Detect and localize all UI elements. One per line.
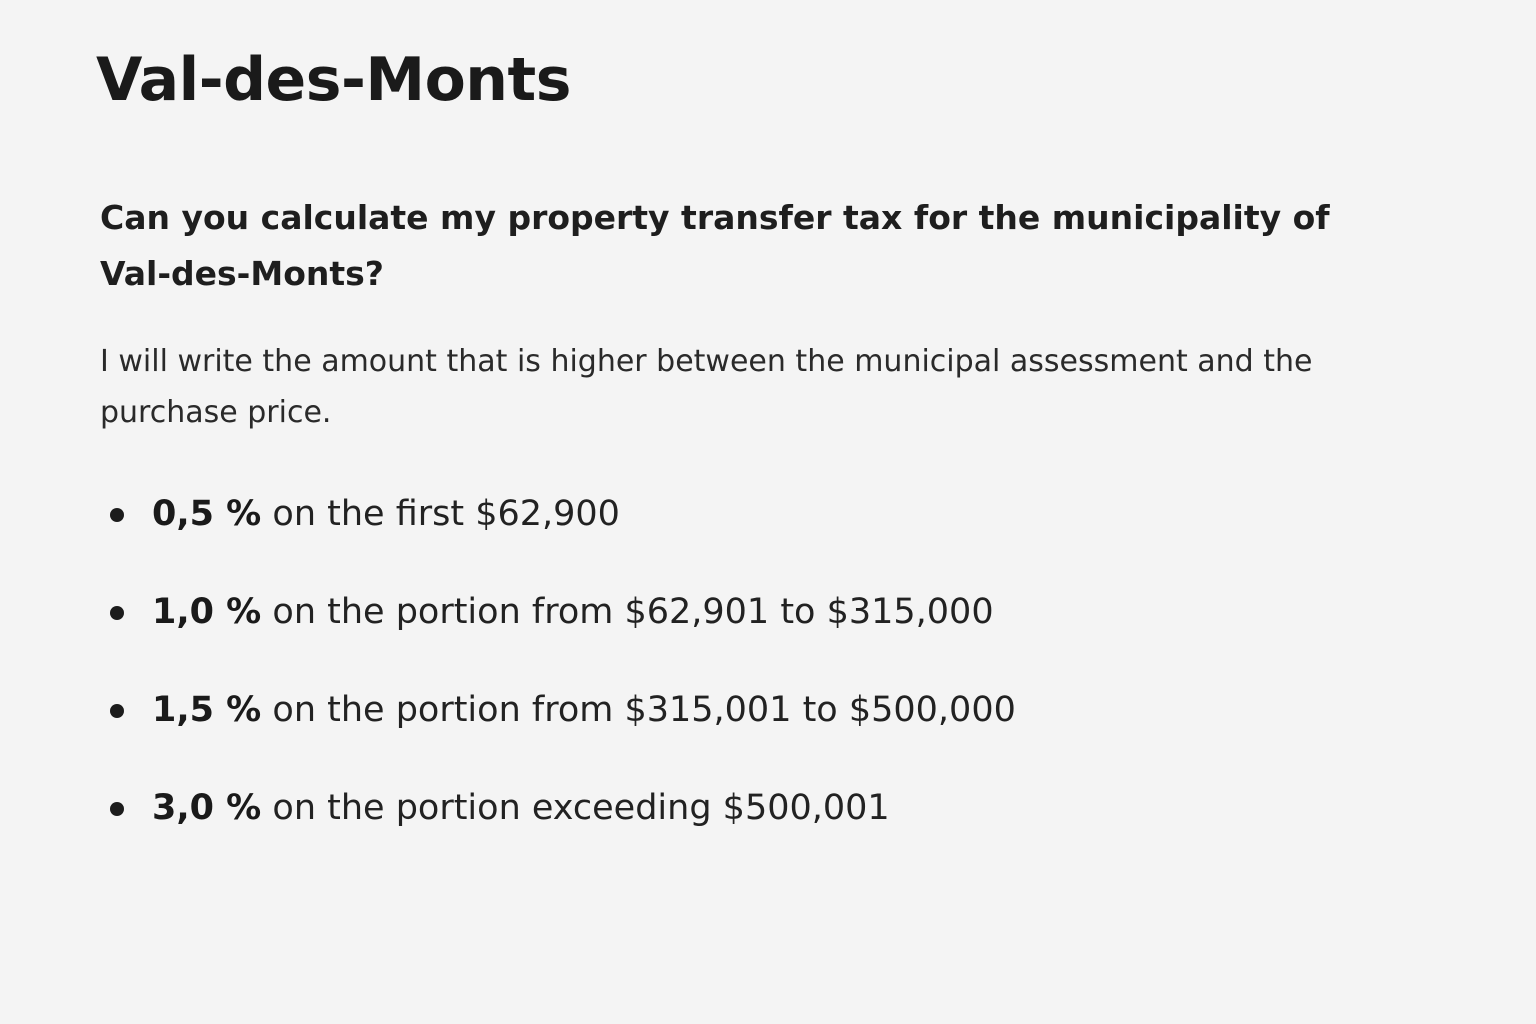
bullet-icon <box>110 704 124 718</box>
rate-description: on the portion from $62,901 to $315,000 <box>272 592 994 632</box>
rate-percentage: 1,5 % <box>152 690 262 730</box>
rate-description: on the first $62,900 <box>272 494 620 534</box>
rate-description: on the portion exceeding $500,001 <box>272 788 890 828</box>
rate-description: on the portion from $315,001 to $500,000 <box>272 690 1016 730</box>
bullet-icon <box>110 508 124 522</box>
bullet-icon <box>110 606 124 620</box>
tax-rate-list <box>110 484 1016 876</box>
rate-percentage: 0,5 % <box>152 494 262 534</box>
rate-percentage: 3,0 % <box>152 788 262 828</box>
page-title: Val-des-Monts <box>96 45 571 115</box>
tax-rate-item <box>110 484 1016 582</box>
bullet-icon <box>110 802 124 816</box>
rate-percentage: 1,0 % <box>152 592 262 632</box>
question-text: Can you calculate my property transfer tax for the municipality of Val-des-Monts? <box>100 198 1330 293</box>
tax-rate-item <box>110 582 1016 680</box>
tax-rate-item <box>110 680 1016 778</box>
tax-rate-item <box>110 778 1016 876</box>
answer-text: I will write the amount that is higher between the municipal assessment and the purchase price. <box>100 344 1313 430</box>
